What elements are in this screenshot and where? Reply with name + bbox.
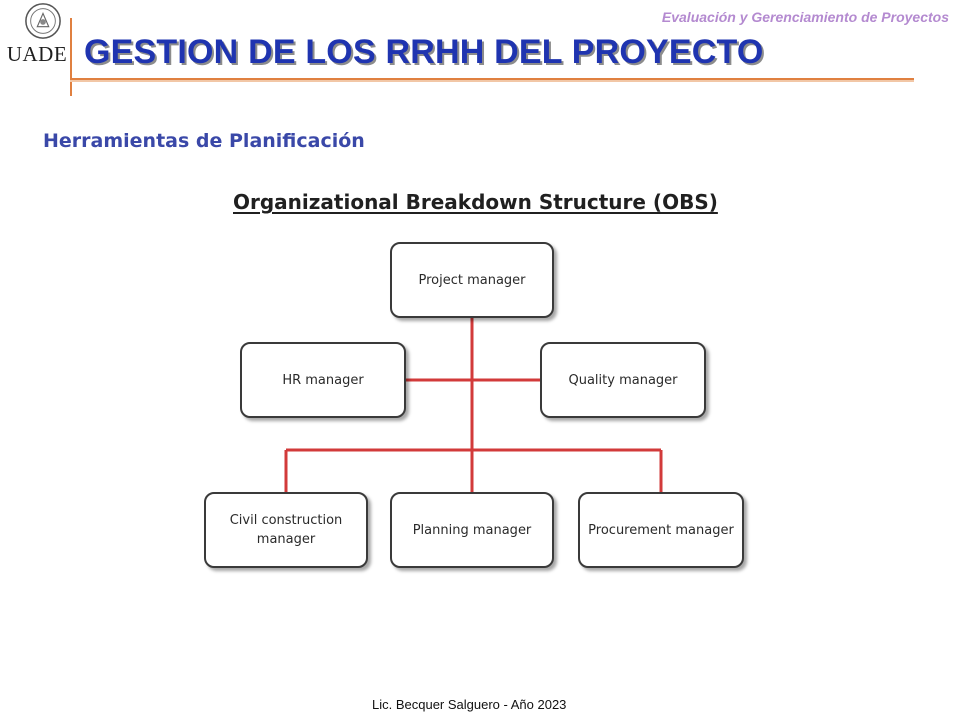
node-hr-manager: HR manager	[240, 342, 406, 418]
page-title: GESTION DE LOS RRHH DEL PROYECTO	[84, 33, 764, 71]
section-subtitle: Herramientas de Planificación	[43, 130, 365, 152]
logo-text: UADE	[6, 42, 68, 66]
diagram-title: Organizational Breakdown Structure (OBS)	[233, 190, 718, 214]
footer-credit: Lic. Becquer Salguero - Año 2023	[372, 697, 567, 712]
node-project-manager: Project manager	[390, 242, 554, 318]
course-name: Evaluación y Gerenciamiento de Proyectos	[661, 9, 949, 25]
node-civil-construction-manager: Civil construction manager	[204, 492, 368, 568]
node-quality-manager: Quality manager	[540, 342, 706, 418]
node-planning-manager: Planning manager	[390, 492, 554, 568]
node-procurement-manager: Procurement manager	[578, 492, 744, 568]
